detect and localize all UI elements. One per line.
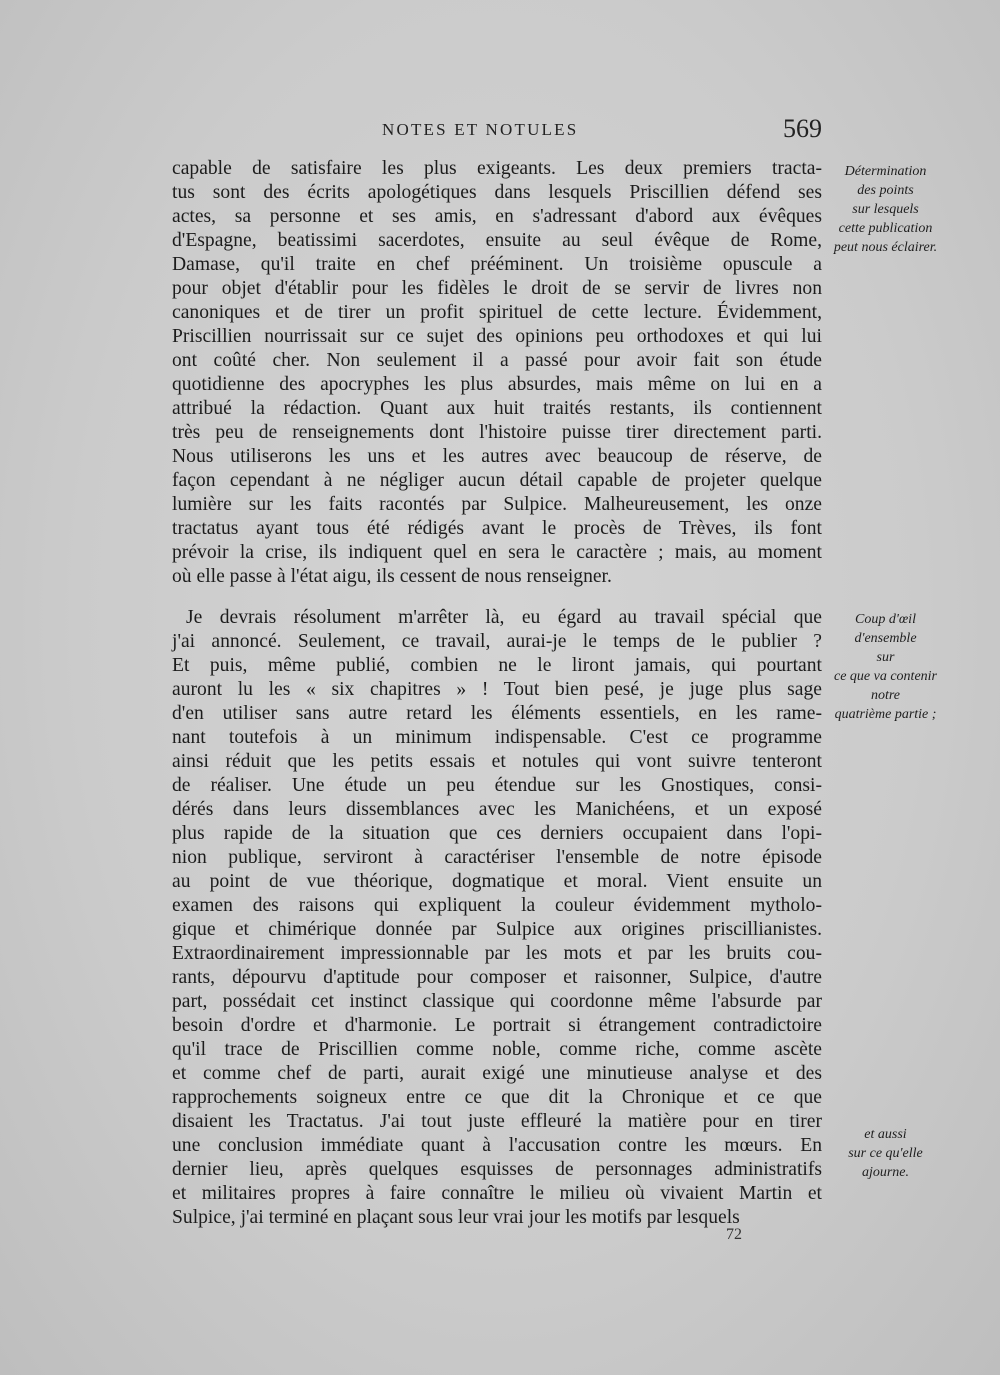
text-line: Sulpice, j'ai terminé en plaçant sous leur vrai jour les motifs par lesquels [172,1207,740,1228]
text-line: tus sont des écrits apologétiques dans lesquels Priscillien défend ses [172,182,822,203]
margin-note-line: d'ensemble [854,631,917,646]
text-line: examen des raisons qui expliquent la couleur évidemment mytholo- [172,895,822,916]
margin-note-line: sur [876,650,895,665]
text-line: attribué la rédaction. Quant aux huit traités restants, ils contiennent [172,398,822,419]
text-line: plus rapide de la situation que ces derniers occupaient dans l'opi- [172,823,822,844]
text-line: façon cependant à ne négliger aucun détail capable de projeter quelque [172,470,822,491]
text-line: prévoir la crise, ils indiquent quel en sera le caractère ; mais, au moment [172,542,822,563]
text-line: pour objet d'établir pour les fidèles le droit de se servir de livres non [172,278,822,299]
text-line: qu'il trace de Priscillien comme noble, comme riche, comme ascète [172,1039,822,1060]
text-line: rapprochements soigneux entre ce que dit la Chronique et ce que [172,1087,822,1108]
margin-note-coup-d-oeil [818,610,953,724]
text-line: auront lu les « six chapitres » ! Tout bien pesé, je juge plus sage [172,679,822,700]
text-line: dernier lieu, après quelques esquisses de personnages administratifs [172,1159,822,1180]
text-line: lumière sur les faits racontés par Sulpice. Malheureusement, les onze [172,494,822,515]
text-line: et comme chef de parti, aurait exigé une minutieuse analyse et des [172,1063,822,1084]
text-line: ainsi réduit que les petits essais et notules qui vont suivre tenteront [172,751,822,772]
text-line: nant toutefois à un minimum indispensable. C'est ce programme [172,727,822,748]
text-line: besoin d'ordre et d'harmonie. Le portrait si étrangement contradictoire [172,1015,822,1036]
text-line: nion publique, serviront à caractériser l'ensemble de notre épisode [172,847,822,868]
text-line: Et puis, même publié, combien ne le liront jamais, qui pourtant [172,655,822,676]
text-line: Nous utiliserons les uns et les autres avec beaucoup de réserve, de [172,446,822,467]
text-line: part, possédait cet instinct classique qui coordonne même l'absurde par [172,991,822,1012]
text-line: tractatus ayant tous été rédigés avant le procès de Trèves, ils font [172,518,822,539]
margin-note-line: cette publication [838,221,933,236]
margin-note-line: et aussi [864,1127,907,1142]
text-line: au point de vue théorique, dogmatique et moral. Vient ensuite un [172,871,822,892]
margin-note-line: des points [857,183,914,198]
text-line: d'Espagne, beatissimi sacerdotes, ensuite au seul évêque de Rome, [172,230,822,251]
text-line: et militaires propres à faire connaître le milieu où vivaient Martin et [172,1183,822,1204]
text-line: rants, dépourvu d'aptitude pour composer et raisonner, Sulpice, d'autre [172,967,822,988]
paragraph-1 [172,157,822,589]
text-line: actes, sa personne et ses amis, en s'adressant d'abord aux évêques [172,206,822,227]
margin-note-line: ajourne. [861,1165,910,1180]
text-line: d'en utiliser sans autre retard les éléments essentiels, en les rame- [172,703,822,724]
margin-note-line: ce que va contenir [833,669,937,684]
text-line: Damase, qu'il traite en chef prééminent. Un troisième opuscule a [172,254,822,275]
text-line: Priscillien nourrissait sur ce sujet des opinions peu orthodoxes et qui lui [172,326,822,347]
page-number: 569 [783,114,822,143]
text-line: capable de satisfaire les plus exigeants. Les deux premiers tracta- [172,158,822,179]
margin-note-line: sur lesquels [852,202,919,217]
margin-note-et-aussi [818,1125,953,1182]
page-header [172,114,822,148]
margin-note-line: sur ce qu'elle [848,1146,923,1161]
margin-note-line: peut nous éclairer. [833,240,938,255]
margin-note-line: Coup d'œil [855,612,916,627]
margin-note-line: quatrième partie ; [834,707,937,722]
text-line: dérés dans leurs dissemblances avec les Manichéens, et un exposé [172,799,822,820]
running-title: NOTES ET NOTULES [382,120,579,139]
text-line: quotidienne des apocryphes les plus absurdes, mais même on lui en a [172,374,822,395]
text-line: Extraordinairement impressionnable par les mots et par les bruits cou- [172,943,822,964]
text-line: une conclusion immédiate quant à l'accusation contre les mœurs. En [172,1135,822,1156]
paragraph-2 [172,606,822,1230]
text-line: de réaliser. Une étude un peu étendue sur les Gnostiques, consi- [172,775,822,796]
margin-note-line: Détermination [844,164,927,179]
text-line: ont coûté cher. Non seulement il a passé pour avoir fait son étude [172,350,822,371]
text-line: canoniques et de tirer un profit spirituel de cette lecture. Évidemment, [172,302,822,323]
signature-mark: 72 [726,1226,742,1243]
text-line: très peu de renseignements dont l'histoire puisse tirer directement parti. [172,422,822,443]
text-line: où elle passe à l'état aigu, ils cessent de nous renseigner. [172,566,612,587]
margin-note-line: notre [870,688,901,703]
text-line: Je devrais résolument m'arrêter là, eu égard au travail spécial que [186,607,822,628]
text-line: disaient les Tractatus. J'ai tout juste effleuré la matière pour en tirer [172,1111,822,1132]
text-line: gique et chimérique donnée par Sulpice aux origines priscillianistes. [172,919,822,940]
text-line: j'ai annoncé. Seulement, ce travail, aurai-je le temps de le publier ? [172,631,822,652]
margin-note-determination [818,162,953,257]
